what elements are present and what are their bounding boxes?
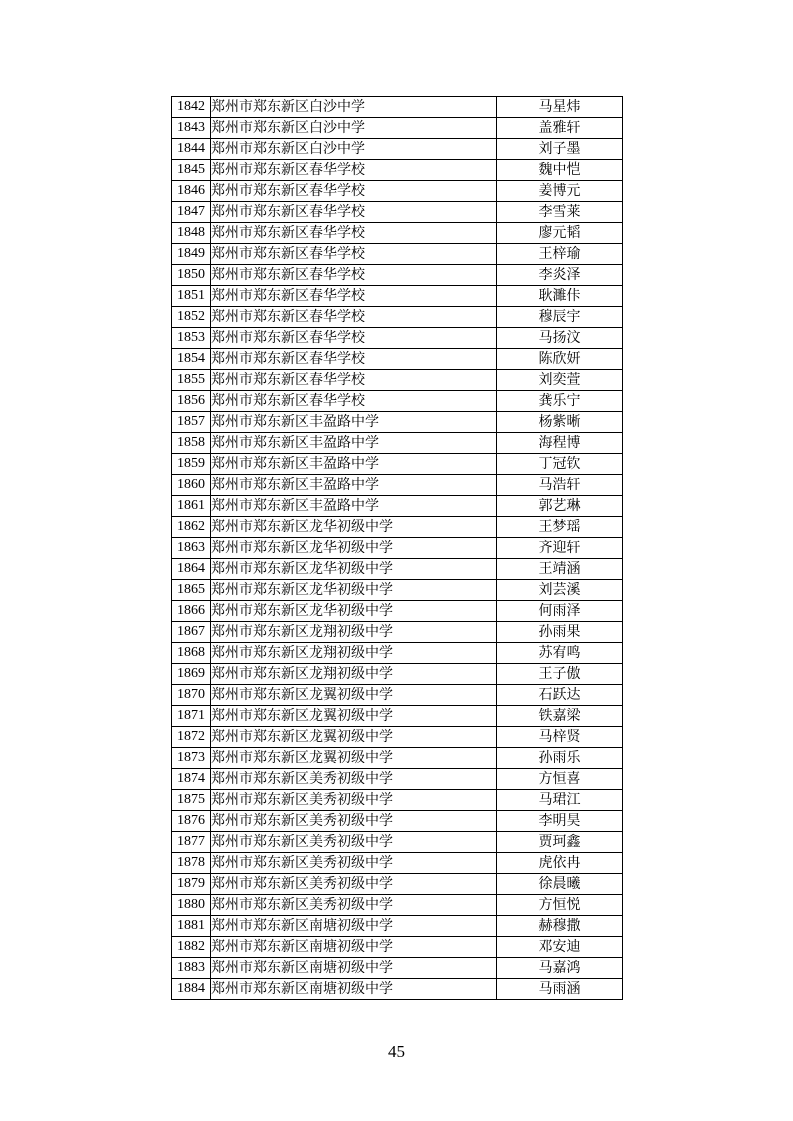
student-name-cell: 方恒喜 (497, 769, 623, 790)
row-number-cell: 1884 (172, 979, 211, 1000)
student-name-cell: 海程博 (497, 433, 623, 454)
table-row (172, 307, 623, 328)
table-row (172, 286, 623, 307)
row-number-cell: 1843 (172, 118, 211, 139)
row-number-cell: 1876 (172, 811, 211, 832)
table-row (172, 622, 623, 643)
student-name-cell: 马扬汶 (497, 328, 623, 349)
student-name-cell: 郭艺琳 (497, 496, 623, 517)
student-name-cell: 龚乐宁 (497, 391, 623, 412)
page-number: 45 (388, 1042, 405, 1061)
student-name-cell: 杨紫晰 (497, 412, 623, 433)
row-number-cell: 1844 (172, 139, 211, 160)
table-row (172, 559, 623, 580)
row-number-cell: 1880 (172, 895, 211, 916)
roster-table-body (172, 97, 623, 1000)
student-name-cell: 齐迎轩 (497, 538, 623, 559)
school-name-cell: 郑州市郑东新区龙翼初级中学 (211, 685, 497, 706)
school-name-cell: 郑州市郑东新区春华学校 (211, 391, 497, 412)
row-number-cell: 1868 (172, 643, 211, 664)
school-name-cell: 郑州市郑东新区春华学校 (211, 181, 497, 202)
row-number-cell: 1874 (172, 769, 211, 790)
row-number-cell: 1873 (172, 748, 211, 769)
student-name-cell: 徐晨曦 (497, 874, 623, 895)
student-name-cell: 赫穆撒 (497, 916, 623, 937)
student-name-cell: 陈欣妍 (497, 349, 623, 370)
student-name-cell: 王梦瑶 (497, 517, 623, 538)
school-name-cell: 郑州市郑东新区白沙中学 (211, 118, 497, 139)
student-name-cell: 孙雨果 (497, 622, 623, 643)
table-row (172, 895, 623, 916)
table-row (172, 685, 623, 706)
school-name-cell: 郑州市郑东新区美秀初级中学 (211, 853, 497, 874)
school-name-cell: 郑州市郑东新区美秀初级中学 (211, 811, 497, 832)
row-number-cell: 1857 (172, 412, 211, 433)
row-number-cell: 1877 (172, 832, 211, 853)
table-row (172, 370, 623, 391)
row-number-cell: 1859 (172, 454, 211, 475)
table-row (172, 832, 623, 853)
row-number-cell: 1865 (172, 580, 211, 601)
school-name-cell: 郑州市郑东新区白沙中学 (211, 97, 497, 118)
school-name-cell: 郑州市郑东新区白沙中学 (211, 139, 497, 160)
roster-table (171, 96, 623, 1000)
student-name-cell: 刘芸溪 (497, 580, 623, 601)
table-row (172, 748, 623, 769)
row-number-cell: 1848 (172, 223, 211, 244)
row-number-cell: 1861 (172, 496, 211, 517)
school-name-cell: 郑州市郑东新区龙华初级中学 (211, 601, 497, 622)
table-row (172, 181, 623, 202)
row-number-cell: 1870 (172, 685, 211, 706)
school-name-cell: 郑州市郑东新区南塘初级中学 (211, 979, 497, 1000)
student-name-cell: 刘奕萱 (497, 370, 623, 391)
student-name-cell: 魏中恺 (497, 160, 623, 181)
school-name-cell: 郑州市郑东新区春华学校 (211, 328, 497, 349)
school-name-cell: 郑州市郑东新区龙华初级中学 (211, 517, 497, 538)
table-row (172, 202, 623, 223)
row-number-cell: 1863 (172, 538, 211, 559)
table-row (172, 937, 623, 958)
student-name-cell: 马浩轩 (497, 475, 623, 496)
school-name-cell: 郑州市郑东新区南塘初级中学 (211, 916, 497, 937)
table-row (172, 496, 623, 517)
table-row (172, 391, 623, 412)
school-name-cell: 郑州市郑东新区美秀初级中学 (211, 874, 497, 895)
row-number-cell: 1845 (172, 160, 211, 181)
table-row (172, 874, 623, 895)
row-number-cell: 1849 (172, 244, 211, 265)
table-row (172, 517, 623, 538)
student-name-cell: 王梓瑜 (497, 244, 623, 265)
student-name-cell: 王子傲 (497, 664, 623, 685)
student-name-cell: 廖元韬 (497, 223, 623, 244)
school-name-cell: 郑州市郑东新区龙翼初级中学 (211, 706, 497, 727)
student-name-cell: 刘子墨 (497, 139, 623, 160)
student-name-cell: 贾珂鑫 (497, 832, 623, 853)
school-name-cell: 郑州市郑东新区春华学校 (211, 244, 497, 265)
row-number-cell: 1847 (172, 202, 211, 223)
school-name-cell: 郑州市郑东新区春华学校 (211, 370, 497, 391)
student-name-cell: 方恒悦 (497, 895, 623, 916)
school-name-cell: 郑州市郑东新区龙华初级中学 (211, 538, 497, 559)
table-row (172, 580, 623, 601)
school-name-cell: 郑州市郑东新区美秀初级中学 (211, 790, 497, 811)
row-number-cell: 1858 (172, 433, 211, 454)
table-row (172, 433, 623, 454)
table-row (172, 349, 623, 370)
student-name-cell: 虎依冉 (497, 853, 623, 874)
student-name-cell: 马珺江 (497, 790, 623, 811)
student-name-cell: 马嘉鸿 (497, 958, 623, 979)
school-name-cell: 郑州市郑东新区龙翔初级中学 (211, 643, 497, 664)
student-name-cell: 马梓贤 (497, 727, 623, 748)
table-row (172, 706, 623, 727)
school-name-cell: 郑州市郑东新区春华学校 (211, 160, 497, 181)
row-number-cell: 1867 (172, 622, 211, 643)
row-number-cell: 1881 (172, 916, 211, 937)
row-number-cell: 1869 (172, 664, 211, 685)
row-number-cell: 1878 (172, 853, 211, 874)
row-number-cell: 1872 (172, 727, 211, 748)
table-row (172, 601, 623, 622)
student-name-cell: 李雪莱 (497, 202, 623, 223)
school-name-cell: 郑州市郑东新区丰盈路中学 (211, 496, 497, 517)
school-name-cell: 郑州市郑东新区春华学校 (211, 349, 497, 370)
row-number-cell: 1860 (172, 475, 211, 496)
row-number-cell: 1842 (172, 97, 211, 118)
table-row (172, 790, 623, 811)
student-name-cell: 李明昊 (497, 811, 623, 832)
school-name-cell: 郑州市郑东新区丰盈路中学 (211, 433, 497, 454)
table-row (172, 538, 623, 559)
student-name-cell: 耿濉佧 (497, 286, 623, 307)
student-name-cell: 丁冠钦 (497, 454, 623, 475)
school-name-cell: 郑州市郑东新区丰盈路中学 (211, 412, 497, 433)
row-number-cell: 1855 (172, 370, 211, 391)
school-name-cell: 郑州市郑东新区春华学校 (211, 286, 497, 307)
student-name-cell: 石跃达 (497, 685, 623, 706)
table-row (172, 328, 623, 349)
student-name-cell: 苏宥鸣 (497, 643, 623, 664)
student-name-cell: 王靖涵 (497, 559, 623, 580)
student-name-cell: 李炎泽 (497, 265, 623, 286)
row-number-cell: 1846 (172, 181, 211, 202)
row-number-cell: 1853 (172, 328, 211, 349)
school-name-cell: 郑州市郑东新区龙翔初级中学 (211, 622, 497, 643)
table-row (172, 727, 623, 748)
student-name-cell: 马星炜 (497, 97, 623, 118)
student-name-cell: 何雨泽 (497, 601, 623, 622)
row-number-cell: 1866 (172, 601, 211, 622)
school-name-cell: 郑州市郑东新区南塘初级中学 (211, 958, 497, 979)
table-row (172, 958, 623, 979)
row-number-cell: 1852 (172, 307, 211, 328)
school-name-cell: 郑州市郑东新区龙翔初级中学 (211, 664, 497, 685)
school-name-cell: 郑州市郑东新区美秀初级中学 (211, 895, 497, 916)
row-number-cell: 1882 (172, 937, 211, 958)
row-number-cell: 1856 (172, 391, 211, 412)
school-name-cell: 郑州市郑东新区龙翼初级中学 (211, 727, 497, 748)
table-row (172, 643, 623, 664)
school-name-cell: 郑州市郑东新区春华学校 (211, 265, 497, 286)
student-name-cell: 穆辰宇 (497, 307, 623, 328)
row-number-cell: 1862 (172, 517, 211, 538)
table-row (172, 475, 623, 496)
table-row (172, 811, 623, 832)
row-number-cell: 1850 (172, 265, 211, 286)
table-row (172, 979, 623, 1000)
school-name-cell: 郑州市郑东新区龙华初级中学 (211, 580, 497, 601)
row-number-cell: 1883 (172, 958, 211, 979)
school-name-cell: 郑州市郑东新区春华学校 (211, 307, 497, 328)
student-name-cell: 姜博元 (497, 181, 623, 202)
school-name-cell: 郑州市郑东新区春华学校 (211, 223, 497, 244)
table-row (172, 412, 623, 433)
student-name-cell: 马雨涵 (497, 979, 623, 1000)
school-name-cell: 郑州市郑东新区春华学校 (211, 202, 497, 223)
table-row (172, 853, 623, 874)
row-number-cell: 1871 (172, 706, 211, 727)
table-row (172, 769, 623, 790)
student-name-cell: 邓安迪 (497, 937, 623, 958)
student-name-cell: 铁嘉梁 (497, 706, 623, 727)
school-name-cell: 郑州市郑东新区美秀初级中学 (211, 769, 497, 790)
school-name-cell: 郑州市郑东新区龙华初级中学 (211, 559, 497, 580)
row-number-cell: 1864 (172, 559, 211, 580)
school-name-cell: 郑州市郑东新区丰盈路中学 (211, 475, 497, 496)
school-name-cell: 郑州市郑东新区美秀初级中学 (211, 832, 497, 853)
table-row (172, 139, 623, 160)
table-row (172, 916, 623, 937)
table-row (172, 244, 623, 265)
table-row (172, 454, 623, 475)
table-row (172, 223, 623, 244)
table-row (172, 97, 623, 118)
school-name-cell: 郑州市郑东新区龙翼初级中学 (211, 748, 497, 769)
row-number-cell: 1854 (172, 349, 211, 370)
table-row (172, 160, 623, 181)
table-row (172, 265, 623, 286)
student-name-cell: 孙雨乐 (497, 748, 623, 769)
student-name-cell: 盖雅轩 (497, 118, 623, 139)
row-number-cell: 1875 (172, 790, 211, 811)
school-name-cell: 郑州市郑东新区丰盈路中学 (211, 454, 497, 475)
table-row (172, 664, 623, 685)
table-row (172, 118, 623, 139)
school-name-cell: 郑州市郑东新区南塘初级中学 (211, 937, 497, 958)
row-number-cell: 1851 (172, 286, 211, 307)
row-number-cell: 1879 (172, 874, 211, 895)
